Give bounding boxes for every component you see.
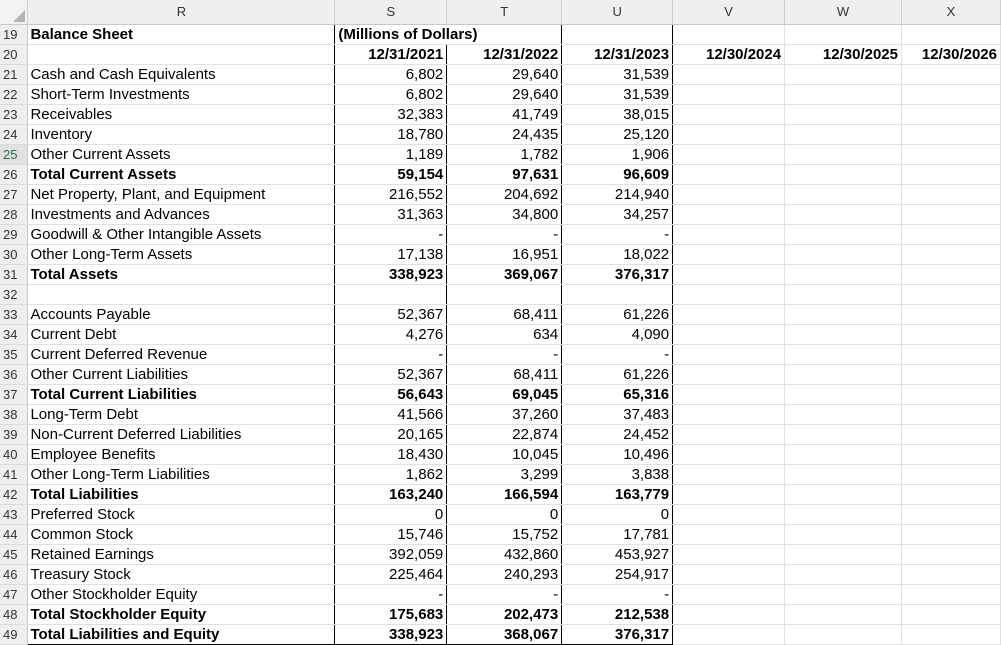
value-cell-u[interactable]: 163,779	[562, 484, 673, 504]
date-cell[interactable]: 12/30/2025	[785, 44, 902, 64]
value-cell-t[interactable]: 368,067	[447, 624, 562, 644]
value-cell-t[interactable]: 204,692	[447, 184, 562, 204]
value-cell-s[interactable]: 20,165	[335, 424, 447, 444]
table-row	[0, 204, 1001, 224]
value-cell-t[interactable]: 97,631	[447, 164, 562, 184]
value-cell-t[interactable]: -	[447, 224, 562, 244]
value-cell-s[interactable]: 32,383	[335, 104, 447, 124]
cell[interactable]	[901, 544, 1000, 564]
cell[interactable]	[901, 384, 1000, 404]
cell[interactable]	[673, 184, 785, 204]
row-header[interactable]: 27	[0, 184, 28, 204]
cell[interactable]	[901, 264, 1000, 284]
cell[interactable]	[673, 204, 785, 224]
value-cell-t[interactable]: 634	[447, 324, 562, 344]
table-row	[0, 84, 1001, 104]
row-header[interactable]: 22	[0, 84, 28, 104]
table-row	[0, 284, 1001, 304]
cell[interactable]	[673, 24, 785, 44]
cell[interactable]	[28, 44, 335, 64]
cell[interactable]	[785, 624, 902, 644]
label-cell[interactable]: Current Deferred Revenue	[28, 344, 335, 364]
value-cell-u[interactable]: -	[562, 584, 673, 604]
value-cell-t[interactable]: 68,411	[447, 304, 562, 324]
label-cell[interactable]: Short-Term Investments	[28, 84, 335, 104]
value-cell-s[interactable]: 41,566	[335, 404, 447, 424]
cell[interactable]	[562, 24, 673, 44]
cell[interactable]	[901, 204, 1000, 224]
value-cell-t[interactable]	[447, 284, 562, 304]
cell[interactable]	[673, 64, 785, 84]
label-cell[interactable]: Total Stockholder Equity	[28, 604, 335, 624]
date-cell[interactable]: 12/31/2023	[562, 44, 673, 64]
label-cell[interactable]: Non-Current Deferred Liabilities	[28, 424, 335, 444]
value-cell-u[interactable]: 31,539	[562, 84, 673, 104]
cell[interactable]	[785, 24, 902, 44]
cell[interactable]	[785, 264, 902, 284]
cell[interactable]	[901, 464, 1000, 484]
cell[interactable]	[901, 564, 1000, 584]
cell[interactable]	[901, 324, 1000, 344]
cell[interactable]	[785, 324, 902, 344]
value-cell-u[interactable]: 25,120	[562, 124, 673, 144]
cell[interactable]	[785, 204, 902, 224]
cell[interactable]	[673, 444, 785, 464]
date-cell[interactable]: 12/31/2021	[335, 44, 447, 64]
table-row	[0, 224, 1001, 244]
table-row	[0, 624, 1001, 644]
table-row	[0, 344, 1001, 364]
cell[interactable]	[901, 424, 1000, 444]
cell[interactable]	[901, 504, 1000, 524]
cell[interactable]	[673, 164, 785, 184]
cell[interactable]	[673, 464, 785, 484]
value-cell-s[interactable]: 175,683	[335, 604, 447, 624]
cell[interactable]	[785, 504, 902, 524]
row-header[interactable]: 42	[0, 484, 28, 504]
row-header[interactable]: 45	[0, 544, 28, 564]
value-cell-s[interactable]: 56,643	[335, 384, 447, 404]
value-cell-s[interactable]: 1,862	[335, 464, 447, 484]
label-cell[interactable]: Cash and Cash Equivalents	[28, 64, 335, 84]
cell[interactable]	[673, 404, 785, 424]
value-cell-s[interactable]: 225,464	[335, 564, 447, 584]
cell[interactable]	[785, 544, 902, 564]
cell[interactable]	[785, 124, 902, 144]
value-cell-u[interactable]: 376,317	[562, 624, 673, 644]
value-cell-s[interactable]: 59,154	[335, 164, 447, 184]
value-cell-u[interactable]: 24,452	[562, 424, 673, 444]
cell[interactable]	[673, 324, 785, 344]
cell[interactable]	[673, 224, 785, 244]
cell[interactable]	[673, 384, 785, 404]
value-cell-u[interactable]: 38,015	[562, 104, 673, 124]
value-cell-u[interactable]: 17,781	[562, 524, 673, 544]
cell[interactable]	[673, 264, 785, 284]
row-header[interactable]: 20	[0, 44, 28, 64]
label-cell[interactable]: Common Stock	[28, 524, 335, 544]
label-cell[interactable]: Other Current Liabilities	[28, 364, 335, 384]
cell[interactable]	[785, 144, 902, 164]
label-cell[interactable]: Preferred Stock	[28, 504, 335, 524]
table-row	[0, 564, 1001, 584]
row-header[interactable]: 47	[0, 584, 28, 604]
value-cell-s[interactable]: -	[335, 584, 447, 604]
column-header-s[interactable]: S	[335, 0, 447, 24]
value-cell-u[interactable]: 18,022	[562, 244, 673, 264]
value-cell-s[interactable]: 52,367	[335, 364, 447, 384]
value-cell-t[interactable]: 34,800	[447, 204, 562, 224]
table-row	[0, 184, 1001, 204]
cell[interactable]	[901, 284, 1000, 304]
cell[interactable]	[901, 164, 1000, 184]
row-header[interactable]: 41	[0, 464, 28, 484]
cell[interactable]	[785, 384, 902, 404]
cell[interactable]	[785, 184, 902, 204]
row-header[interactable]: 21	[0, 64, 28, 84]
value-cell-s[interactable]: 338,923	[335, 624, 447, 644]
value-cell-t[interactable]: 202,473	[447, 604, 562, 624]
cell[interactable]	[901, 24, 1000, 44]
cell[interactable]	[901, 104, 1000, 124]
table-row	[0, 384, 1001, 404]
label-cell[interactable]	[28, 284, 335, 304]
value-cell-u[interactable]: 37,483	[562, 404, 673, 424]
label-cell[interactable]: Total Liabilities	[28, 484, 335, 504]
table-row	[0, 464, 1001, 484]
table-row	[0, 544, 1001, 564]
label-cell[interactable]: Other Current Assets	[28, 144, 335, 164]
row-header[interactable]: 19	[0, 24, 28, 44]
row-header[interactable]: 38	[0, 404, 28, 424]
cell[interactable]	[785, 244, 902, 264]
value-cell-u[interactable]	[562, 284, 673, 304]
value-cell-t[interactable]: 0	[447, 504, 562, 524]
cell[interactable]	[901, 184, 1000, 204]
cell[interactable]	[785, 284, 902, 304]
value-cell-t[interactable]: 15,752	[447, 524, 562, 544]
cell[interactable]	[673, 624, 785, 644]
label-cell[interactable]: Other Long-Term Liabilities	[28, 464, 335, 484]
value-cell-s[interactable]: 6,802	[335, 64, 447, 84]
value-cell-s[interactable]: -	[335, 224, 447, 244]
date-cell[interactable]: 12/31/2022	[447, 44, 562, 64]
table-row	[0, 584, 1001, 604]
label-cell[interactable]: Net Property, Plant, and Equipment	[28, 184, 335, 204]
cell[interactable]	[901, 144, 1000, 164]
value-cell-s[interactable]: 18,780	[335, 124, 447, 144]
row-header[interactable]: 33	[0, 304, 28, 324]
value-cell-s[interactable]: 216,552	[335, 184, 447, 204]
row-header[interactable]: 39	[0, 424, 28, 444]
cell[interactable]	[673, 104, 785, 124]
cell[interactable]	[785, 64, 902, 84]
value-cell-t[interactable]: 3,299	[447, 464, 562, 484]
cell[interactable]	[673, 484, 785, 504]
row-header[interactable]: 37	[0, 384, 28, 404]
cell[interactable]	[785, 304, 902, 324]
value-cell-s[interactable]: 31,363	[335, 204, 447, 224]
value-cell-u[interactable]: 1,906	[562, 144, 673, 164]
value-cell-u[interactable]: -	[562, 224, 673, 244]
label-cell[interactable]: Total Assets	[28, 264, 335, 284]
row-header[interactable]: 49	[0, 624, 28, 644]
table-row	[0, 604, 1001, 624]
table-row	[0, 484, 1001, 504]
cell[interactable]	[673, 504, 785, 524]
value-cell-t[interactable]: 29,640	[447, 84, 562, 104]
value-cell-t[interactable]: 16,951	[447, 244, 562, 264]
cell[interactable]	[901, 584, 1000, 604]
cell[interactable]	[673, 284, 785, 304]
row-header[interactable]: 44	[0, 524, 28, 544]
column-header-t[interactable]: T	[447, 0, 562, 24]
cell[interactable]	[901, 624, 1000, 644]
value-cell-t[interactable]: 10,045	[447, 444, 562, 464]
cell[interactable]	[785, 604, 902, 624]
title-row	[0, 24, 1001, 44]
cell[interactable]	[673, 304, 785, 324]
table-row	[0, 164, 1001, 184]
value-cell-s[interactable]: 6,802	[335, 84, 447, 104]
cell[interactable]	[673, 344, 785, 364]
cell[interactable]	[785, 524, 902, 544]
cell[interactable]	[785, 84, 902, 104]
value-cell-u[interactable]: 214,940	[562, 184, 673, 204]
cell[interactable]	[673, 364, 785, 384]
cell[interactable]	[673, 544, 785, 564]
value-cell-s[interactable]: 163,240	[335, 484, 447, 504]
value-cell-t[interactable]: 41,749	[447, 104, 562, 124]
cell[interactable]	[901, 444, 1000, 464]
value-cell-s[interactable]: 392,059	[335, 544, 447, 564]
cell[interactable]	[785, 584, 902, 604]
row-header[interactable]: 43	[0, 504, 28, 524]
value-cell-t[interactable]: 69,045	[447, 384, 562, 404]
sheet-title-cell[interactable]: Balance Sheet	[28, 24, 335, 44]
value-cell-t[interactable]: 1,782	[447, 144, 562, 164]
cell[interactable]	[785, 424, 902, 444]
cell[interactable]	[901, 64, 1000, 84]
label-cell[interactable]: Investments and Advances	[28, 204, 335, 224]
value-cell-s[interactable]: -	[335, 344, 447, 364]
value-cell-t[interactable]: 37,260	[447, 404, 562, 424]
value-cell-s[interactable]: 338,923	[335, 264, 447, 284]
cell[interactable]	[785, 444, 902, 464]
cell[interactable]	[901, 244, 1000, 264]
cell[interactable]	[673, 124, 785, 144]
label-cell[interactable]: Employee Benefits	[28, 444, 335, 464]
table-row	[0, 404, 1001, 424]
value-cell-t[interactable]: 68,411	[447, 364, 562, 384]
date-cell[interactable]: 12/30/2024	[673, 44, 785, 64]
value-cell-u[interactable]: 0	[562, 504, 673, 524]
value-cell-s[interactable]: 4,276	[335, 324, 447, 344]
value-cell-t[interactable]: 29,640	[447, 64, 562, 84]
value-cell-s[interactable]: 18,430	[335, 444, 447, 464]
cell[interactable]	[785, 464, 902, 484]
value-cell-s[interactable]: 15,746	[335, 524, 447, 544]
label-cell[interactable]: Total Liabilities and Equity	[28, 624, 335, 644]
value-cell-u[interactable]: 212,538	[562, 604, 673, 624]
value-cell-u[interactable]: -	[562, 344, 673, 364]
value-cell-u[interactable]: 34,257	[562, 204, 673, 224]
cell[interactable]	[901, 124, 1000, 144]
cell[interactable]	[901, 404, 1000, 424]
row-header[interactable]: 35	[0, 344, 28, 364]
table-row	[0, 424, 1001, 444]
value-cell-t[interactable]: 24,435	[447, 124, 562, 144]
value-cell-s[interactable]: 17,138	[335, 244, 447, 264]
cell[interactable]	[901, 344, 1000, 364]
table-row	[0, 264, 1001, 284]
cell[interactable]	[673, 604, 785, 624]
units-cell[interactable]: (Millions of Dollars)	[335, 24, 562, 44]
value-cell-t[interactable]: 22,874	[447, 424, 562, 444]
cell[interactable]	[673, 564, 785, 584]
table-row	[0, 64, 1001, 84]
row-header[interactable]: 32	[0, 284, 28, 304]
label-cell[interactable]: Total Current Assets	[28, 164, 335, 184]
table-row	[0, 364, 1001, 384]
value-cell-s[interactable]	[335, 284, 447, 304]
cell[interactable]	[901, 484, 1000, 504]
value-cell-t[interactable]: 369,067	[447, 264, 562, 284]
value-cell-u[interactable]: 65,316	[562, 384, 673, 404]
row-header[interactable]: 23	[0, 104, 28, 124]
row-header[interactable]: 36	[0, 364, 28, 384]
column-header-w[interactable]: W	[785, 0, 902, 24]
row-header[interactable]: 24	[0, 124, 28, 144]
table-row	[0, 524, 1001, 544]
row-header[interactable]: 40	[0, 444, 28, 464]
table-row	[0, 304, 1001, 324]
table-row	[0, 444, 1001, 464]
value-cell-u[interactable]: 376,317	[562, 264, 673, 284]
column-header-x[interactable]: X	[901, 0, 1000, 24]
cell[interactable]	[673, 584, 785, 604]
column-header-u[interactable]: U	[562, 0, 673, 24]
table-row	[0, 504, 1001, 524]
value-cell-u[interactable]: 254,917	[562, 564, 673, 584]
select-all-corner[interactable]	[0, 0, 28, 24]
row-header[interactable]: 25	[0, 144, 28, 164]
cell[interactable]	[901, 304, 1000, 324]
value-cell-u[interactable]: 96,609	[562, 164, 673, 184]
label-cell[interactable]: Total Current Liabilities	[28, 384, 335, 404]
cell[interactable]	[901, 604, 1000, 624]
cell[interactable]	[785, 164, 902, 184]
value-cell-t[interactable]: 432,860	[447, 544, 562, 564]
cell[interactable]	[901, 84, 1000, 104]
column-header-v[interactable]: V	[673, 0, 785, 24]
cell[interactable]	[785, 344, 902, 364]
label-cell[interactable]: Current Debt	[28, 324, 335, 344]
row-header[interactable]: 34	[0, 324, 28, 344]
column-header-row	[0, 0, 1001, 24]
row-header[interactable]: 30	[0, 244, 28, 264]
value-cell-t[interactable]: 240,293	[447, 564, 562, 584]
cell[interactable]	[785, 564, 902, 584]
row-header[interactable]: 28	[0, 204, 28, 224]
label-cell[interactable]: Other Stockholder Equity	[28, 584, 335, 604]
cell[interactable]	[785, 104, 902, 124]
value-cell-u[interactable]: 4,090	[562, 324, 673, 344]
label-cell[interactable]: Long-Term Debt	[28, 404, 335, 424]
value-cell-u[interactable]: 453,927	[562, 544, 673, 564]
label-cell[interactable]: Retained Earnings	[28, 544, 335, 564]
row-header[interactable]: 48	[0, 604, 28, 624]
label-cell[interactable]: Accounts Payable	[28, 304, 335, 324]
table-row	[0, 244, 1001, 264]
label-cell[interactable]: Other Long-Term Assets	[28, 244, 335, 264]
cell[interactable]	[785, 224, 902, 244]
value-cell-u[interactable]: 3,838	[562, 464, 673, 484]
row-header[interactable]: 46	[0, 564, 28, 584]
label-cell[interactable]: Treasury Stock	[28, 564, 335, 584]
table-row	[0, 124, 1001, 144]
table-row	[0, 104, 1001, 124]
cell[interactable]	[673, 244, 785, 264]
cell[interactable]	[901, 364, 1000, 384]
label-cell[interactable]: Receivables	[28, 104, 335, 124]
value-cell-s[interactable]: 52,367	[335, 304, 447, 324]
cell[interactable]	[673, 144, 785, 164]
label-cell[interactable]: Goodwill & Other Intangible Assets	[28, 224, 335, 244]
value-cell-u[interactable]: 61,226	[562, 364, 673, 384]
cell[interactable]	[673, 84, 785, 104]
value-cell-u[interactable]: 10,496	[562, 444, 673, 464]
column-header-r[interactable]: R	[28, 0, 335, 24]
value-cell-u[interactable]: 31,539	[562, 64, 673, 84]
value-cell-u[interactable]: 61,226	[562, 304, 673, 324]
cell[interactable]	[901, 224, 1000, 244]
value-cell-s[interactable]: 1,189	[335, 144, 447, 164]
cell[interactable]	[785, 364, 902, 384]
date-cell[interactable]: 12/30/2026	[901, 44, 1000, 64]
label-cell[interactable]: Inventory	[28, 124, 335, 144]
value-cell-t[interactable]: -	[447, 344, 562, 364]
value-cell-s[interactable]: 0	[335, 504, 447, 524]
cell[interactable]	[785, 404, 902, 424]
row-header[interactable]: 29	[0, 224, 28, 244]
date-row	[0, 44, 1001, 64]
cell[interactable]	[901, 524, 1000, 544]
cell[interactable]	[673, 524, 785, 544]
cell[interactable]	[785, 484, 902, 504]
table-row	[0, 144, 1001, 164]
table-row	[0, 324, 1001, 344]
value-cell-t[interactable]: -	[447, 584, 562, 604]
row-header[interactable]: 26	[0, 164, 28, 184]
value-cell-t[interactable]: 166,594	[447, 484, 562, 504]
cell[interactable]	[673, 424, 785, 444]
row-header[interactable]: 31	[0, 264, 28, 284]
